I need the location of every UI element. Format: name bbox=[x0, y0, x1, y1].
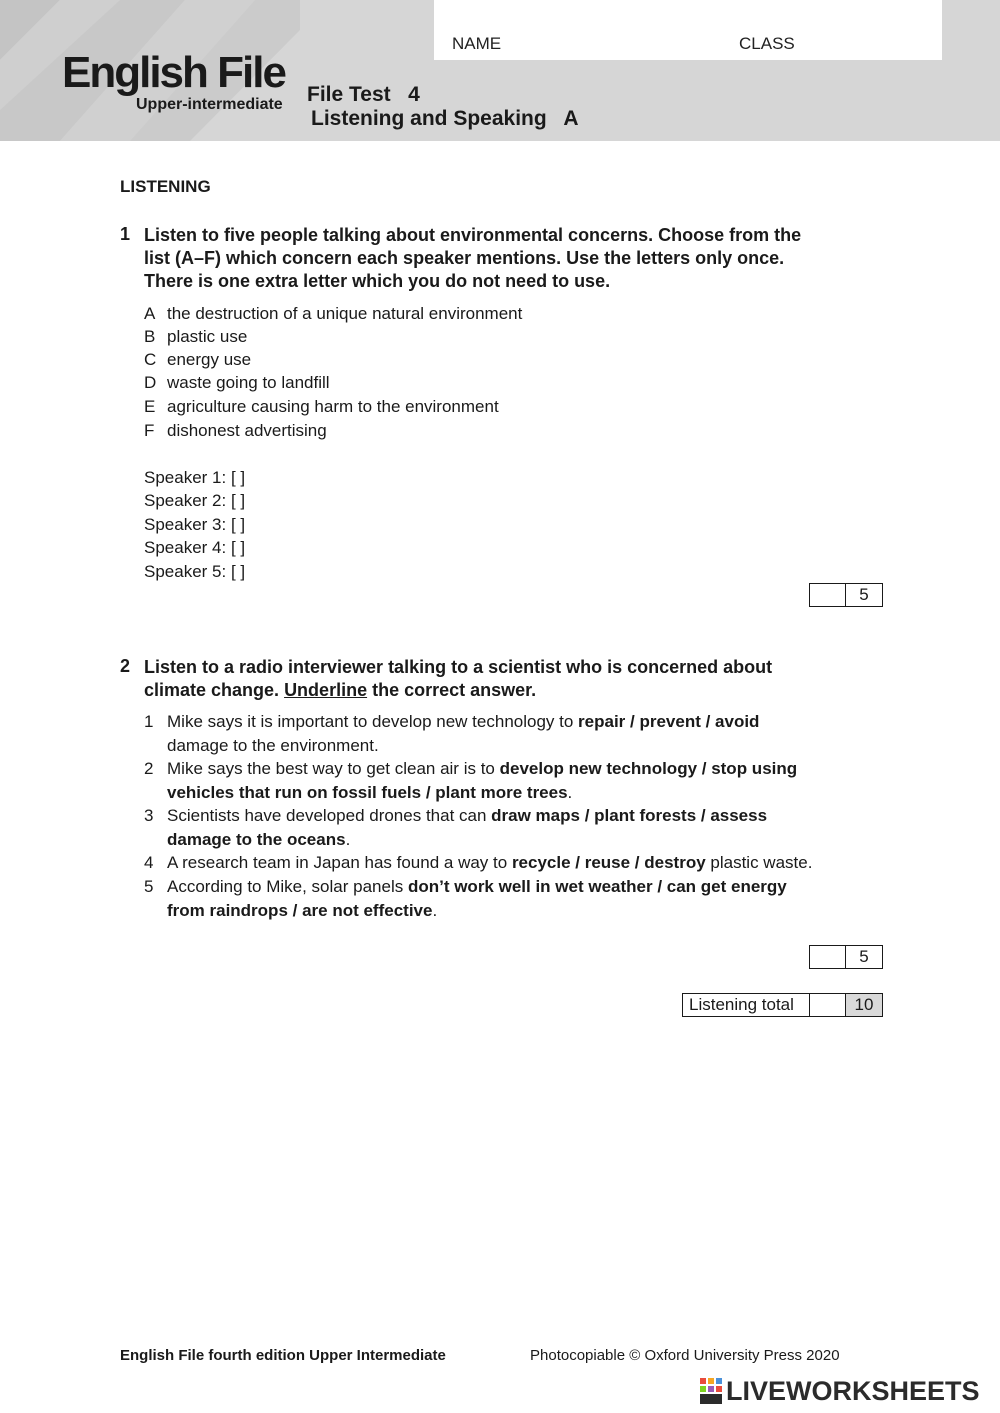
answer-choices[interactable]: develop new technology / stop using bbox=[499, 759, 798, 778]
speaker-4-answer[interactable]: Speaker 4: [ ] bbox=[144, 538, 246, 557]
option-f bbox=[144, 419, 327, 442]
option-b bbox=[144, 325, 247, 348]
score-max: 5 bbox=[859, 947, 869, 966]
item-number: 2 bbox=[144, 759, 154, 778]
item-line bbox=[167, 851, 887, 875]
item-line bbox=[167, 710, 887, 734]
item-text: Mike says it is important to develop new technology to bbox=[167, 712, 579, 731]
question-2-score-box bbox=[809, 945, 883, 969]
item-line bbox=[167, 828, 887, 852]
test-title: File Test 4 bbox=[307, 83, 420, 106]
item-body bbox=[167, 804, 887, 851]
instruction-line: Listen to a radio interviewer talking to a scientist who is concerned about bbox=[144, 657, 773, 677]
speaker-5-answer[interactable]: Speaker 5: [ ] bbox=[144, 562, 246, 581]
item-text: . bbox=[432, 900, 438, 920]
speaker-3-answer[interactable]: Speaker 3: [ ] bbox=[144, 515, 246, 534]
item-line bbox=[167, 757, 887, 781]
option-e bbox=[144, 395, 499, 418]
score-max: 5 bbox=[859, 585, 869, 604]
listening-total-label: Listening total bbox=[683, 994, 810, 1016]
score-input-cell[interactable] bbox=[810, 584, 846, 606]
item-body bbox=[167, 875, 887, 922]
instruction-line: list (A–F) which concern each speaker mentions. Use the letters only once. bbox=[144, 248, 785, 268]
question-1-instruction bbox=[144, 224, 904, 293]
class-label: CLASS bbox=[739, 34, 795, 53]
question-2-instruction bbox=[144, 656, 904, 702]
option-letter: A bbox=[144, 304, 156, 323]
total-max: 10 bbox=[846, 994, 882, 1016]
speaker-2-answer[interactable]: Speaker 2: [ ] bbox=[144, 491, 246, 510]
liveworksheets-logo-icon bbox=[700, 1378, 722, 1404]
item-text: plastic waste. bbox=[705, 853, 813, 872]
instruction-line: There is one extra letter which you do not need to use. bbox=[144, 271, 611, 291]
option-letter: E bbox=[144, 397, 156, 416]
option-text: plastic use bbox=[167, 327, 248, 346]
watermark-text: LIVEWORKSHEETS bbox=[726, 1375, 980, 1406]
answer-choices[interactable]: draw maps / plant forests / assess bbox=[491, 806, 768, 825]
item-line bbox=[167, 804, 887, 828]
speaker-1-answer[interactable]: Speaker 1: [ ] bbox=[144, 468, 246, 487]
answer-choices[interactable]: vehicles that run on fossil fuels / plant more trees bbox=[167, 782, 568, 802]
item-line bbox=[167, 781, 887, 805]
score-input-cell[interactable] bbox=[810, 946, 846, 968]
instruction-line bbox=[144, 679, 904, 702]
question-1-score-box bbox=[809, 583, 883, 607]
item-text: A research team in Japan has found a way to bbox=[167, 853, 512, 872]
listening-total-box bbox=[682, 993, 883, 1017]
instruction-underlined: Underline bbox=[284, 680, 368, 700]
liveworksheets-watermark bbox=[700, 1374, 980, 1408]
item-body bbox=[167, 757, 887, 804]
question-1-number: 1 bbox=[120, 224, 131, 244]
option-letter: F bbox=[144, 421, 155, 440]
option-text: the destruction of a unique natural environment bbox=[167, 304, 523, 323]
name-label: NAME bbox=[452, 34, 502, 53]
item-line bbox=[167, 899, 887, 923]
item-text: damage to the environment. bbox=[167, 735, 379, 755]
instruction-text: the correct answer. bbox=[367, 680, 537, 700]
answer-choices[interactable]: from raindrops / are not effective bbox=[167, 900, 433, 920]
item-line bbox=[167, 875, 887, 899]
option-c bbox=[144, 348, 251, 371]
item-text: . bbox=[567, 782, 573, 802]
logo-title: English File bbox=[62, 48, 285, 97]
answer-choices[interactable]: don’t work well in wet weather / can get energy bbox=[407, 877, 787, 896]
item-text: Mike says the best way to get clean air is to bbox=[167, 759, 500, 778]
option-d bbox=[144, 371, 330, 394]
option-letter: C bbox=[144, 350, 157, 369]
total-input-cell[interactable] bbox=[810, 994, 846, 1016]
answer-choices[interactable]: repair / prevent / avoid bbox=[578, 712, 760, 731]
option-text: agriculture causing harm to the environment bbox=[167, 397, 499, 416]
item-body bbox=[167, 710, 887, 757]
item-body bbox=[167, 851, 887, 875]
item-number: 4 bbox=[144, 853, 154, 872]
instruction-line: Listen to five people talking about environmental concerns. Choose from the bbox=[144, 225, 802, 245]
option-a bbox=[144, 302, 522, 325]
name-class-box bbox=[434, 0, 942, 60]
section-heading: LISTENING bbox=[120, 177, 211, 196]
option-text: dishonest advertising bbox=[167, 421, 327, 440]
option-letter: B bbox=[144, 327, 156, 346]
option-letter: D bbox=[144, 373, 157, 392]
test-subtitle: Listening and Speaking A bbox=[311, 107, 579, 130]
item-text: . bbox=[345, 829, 351, 849]
instruction-text: climate change. bbox=[144, 680, 285, 700]
item-line bbox=[167, 734, 887, 758]
item-number: 1 bbox=[144, 712, 154, 731]
option-text: waste going to landfill bbox=[167, 373, 330, 392]
item-text: Scientists have developed drones that can bbox=[167, 806, 492, 825]
item-number: 5 bbox=[144, 877, 154, 896]
footer-copyright: Photocopiable © Oxford University Press 2020 bbox=[530, 1347, 840, 1364]
question-2-number: 2 bbox=[120, 656, 131, 676]
page-header bbox=[0, 0, 1000, 141]
answer-choices[interactable]: recycle / reuse / destroy bbox=[511, 853, 706, 872]
item-number: 3 bbox=[144, 806, 154, 825]
footer-edition: English File fourth edition Upper Intermediate bbox=[120, 1347, 446, 1364]
option-text: energy use bbox=[167, 350, 252, 369]
answer-choices[interactable]: damage to the oceans bbox=[167, 829, 346, 849]
item-text: According to Mike, solar panels bbox=[167, 877, 408, 896]
logo-subtitle: Upper-intermediate bbox=[136, 96, 283, 113]
